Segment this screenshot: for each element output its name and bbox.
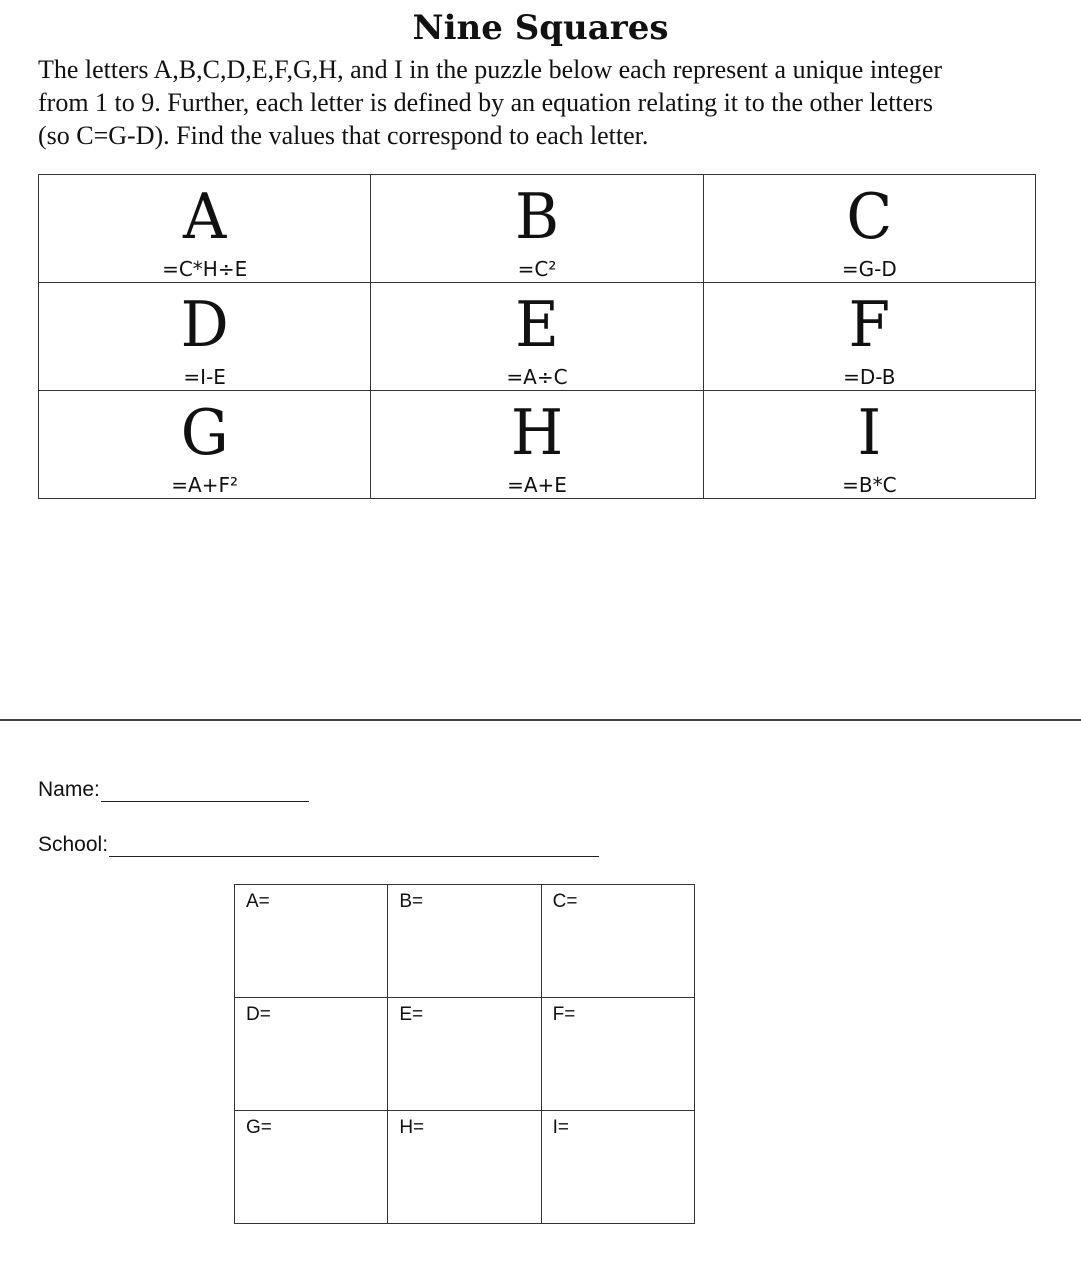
answer-cell-f[interactable]: F= [541,998,694,1111]
page-divider [0,719,1081,721]
letter-e: E [515,288,559,362]
letter-b: B [514,180,560,254]
equation-a: =C*H÷E [162,257,248,281]
answer-grid [234,884,695,1224]
answer-cell-h[interactable]: H= [388,1111,541,1224]
name-label: Name: [38,778,100,801]
puzzle-cell-g [39,391,371,499]
puzzle-cell-e [371,283,703,391]
puzzle-cell-f [703,283,1035,391]
answer-row [235,1111,695,1224]
school-blank-line[interactable] [109,836,599,857]
equation-b: =C² [517,257,557,281]
equation-c: =G-D [841,257,897,281]
answer-row [235,998,695,1111]
letter-d: D [180,288,229,362]
puzzle-row [39,175,1036,283]
name-field[interactable] [38,778,309,802]
equation-i: =B*C [842,473,897,497]
instructions-line-1: The letters A,B,C,D,E,F,G,H, and I in the puzzle below each represent a unique integer [38,55,943,84]
equation-e: =A÷C [506,365,568,389]
school-label: School: [38,833,109,856]
puzzle-cell-h [371,391,703,499]
equation-d: =I-E [183,365,226,389]
letter-g: G [180,396,229,470]
answer-cell-b[interactable]: B= [388,885,541,998]
letter-f: F [848,288,891,362]
letter-a: A [182,180,227,254]
instructions-line-2: from 1 to 9. Further, each letter is defined by an equation relating it to the other letters [38,88,933,117]
answer-cell-d[interactable]: D= [235,998,388,1111]
letter-c: C [846,180,893,254]
equation-g: =A+F² [171,473,239,497]
answer-cell-g[interactable]: G= [235,1111,388,1224]
puzzle-cell-d [39,283,371,391]
puzzle-row [39,283,1036,391]
answer-cell-e[interactable]: E= [388,998,541,1111]
page-title: Nine Squares [412,8,669,48]
puzzle-cell-i [703,391,1035,499]
answer-cell-c[interactable]: C= [541,885,694,998]
letter-h: H [510,396,564,470]
letter-i: I [857,396,882,470]
puzzle-cell-a [39,175,371,283]
puzzle-grid [38,174,1036,499]
answer-row [235,885,695,998]
name-blank-line[interactable] [101,781,309,802]
instructions [38,53,1038,152]
puzzle-cell-b [371,175,703,283]
equation-f: =D-B [843,365,896,389]
equation-h: =A+E [507,473,567,497]
school-field[interactable] [38,833,599,857]
puzzle-cell-c [703,175,1035,283]
puzzle-row [39,391,1036,499]
instructions-line-3: (so C=G-D). Find the values that correspond to each letter. [38,121,649,150]
answer-cell-a[interactable]: A= [235,885,388,998]
answer-cell-i[interactable]: I= [541,1111,694,1224]
